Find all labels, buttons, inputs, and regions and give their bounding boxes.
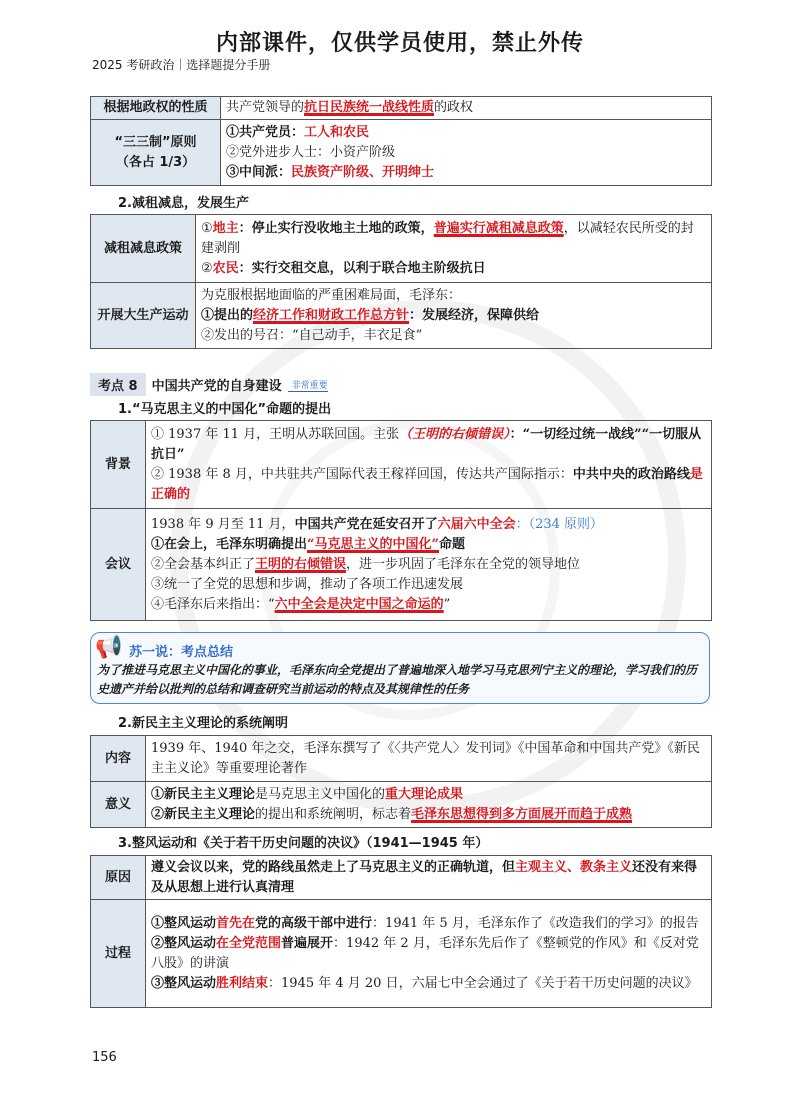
section-heading: 2.新民主主义理论的系统阐明 bbox=[118, 716, 288, 731]
summary-heading: 苏一说：考点总结 bbox=[129, 645, 234, 660]
section-heading: 1.“马克思主义的中国化”命题的提出 bbox=[118, 402, 332, 417]
page-header-subtitle: 2025 考研政治｜选择题提分手册 bbox=[92, 58, 271, 72]
table-base-regime bbox=[90, 96, 712, 186]
section-heading: 2.减租减息，发展生产 bbox=[118, 196, 249, 211]
row-label: 开展大生产运动 bbox=[91, 283, 196, 349]
table-cell: ①地主：停止实行没收地主土地的政策，普遍实行减租减息政策，以减轻农民所受的封建剥削 ②农民：实行交租交息，以利于联合地主阶级抗日 bbox=[196, 215, 712, 283]
row-label: 背景 bbox=[91, 421, 146, 509]
row-label: 过程 bbox=[91, 900, 146, 1008]
table-cell: 遵义会议以来，党的路线虽然走上了马克思主义的正确轨道，但主观主义、教条主义还没有来得及从思想上进行认真清理 bbox=[146, 856, 712, 900]
table-cell: 为克服根据地面临的严重困难局面，毛泽东： ①提出的经济工作和财政工作总方针：发展经济，保障供给 ②发出的号召：“自己动手，丰衣足食” bbox=[196, 283, 712, 349]
row-label: 减租减息政策 bbox=[91, 215, 196, 283]
row-label: 原因 bbox=[91, 856, 146, 900]
table-cell: ①共产党员：工人和农民 ②党外进步人士：小资产阶级 ③中间派：民族资产阶级、开明绅士 bbox=[221, 120, 712, 186]
row-label: “三三制”原则 （各占 1/3） bbox=[91, 120, 221, 186]
row-label: 意义 bbox=[91, 782, 146, 828]
kaodian-tag: 考点 8 bbox=[90, 373, 146, 396]
table-new-democracy bbox=[90, 735, 712, 828]
section-heading: 3.整风运动和《关于若干历史问题的决议》（1941—1945 年） bbox=[118, 836, 489, 851]
importance-badge: 非常重要 bbox=[288, 378, 328, 392]
row-label: 会议 bbox=[91, 509, 146, 621]
table-cell: 共产党领导的抗日民族统一战线性质的政权 bbox=[221, 97, 712, 120]
kaodian-heading bbox=[90, 373, 328, 396]
page-number: 156 bbox=[92, 1050, 117, 1065]
row-label: 根据地政权的性质 bbox=[91, 97, 221, 120]
table-rectification bbox=[90, 855, 712, 1008]
table-cell: ① 1937 年 11 月，王明从苏联回国。主张（王明的右倾错误）：“一切经过统一战线”“一切服从抗日” ② 1938 年 8 月，中共驻共产国际代表王稼祥回国，传达共产国际指示：中共中央的政治路线是正确的 bbox=[146, 421, 712, 509]
page-header-title: 内部课件，仅供学员使用，禁止外传 bbox=[215, 31, 584, 56]
table-cell: ①新民主主义理论是马克思主义中国化的重大理论成果 ②新民主主义理论的提出和系统阐明，标志着毛泽东思想得到多方面展开而趋于成熟 bbox=[146, 782, 712, 828]
kaodian-title: 中国共产党的自身建设 bbox=[151, 379, 282, 394]
table-sinicization bbox=[90, 420, 712, 621]
megaphone-icon: 📢 bbox=[95, 635, 123, 660]
summary-body: 为了推进马克思主义中国化的事业，毛泽东向全党提出了普遍地深入地学习马克思列宁主义的理论，学习我们的历史遗产并给以批判的总结和调查研究当前运动的特点及其规律性的任务 bbox=[97, 663, 698, 696]
table-cell: 1938 年 9 月至 11 月，中国共产党在延安召开了六届六中全会：（234 原则） ①在会上，毛泽东明确提出“马克思主义的中国化”命题 ②全会基本纠正了王明的右倾错误，进一步巩固了毛泽东在全党的领导地位 ③统一了全党的思想和步调，推动了各项工作迅速发展 ④毛泽东后来指出：“六中全会是决定中国之命运的” bbox=[146, 509, 712, 621]
summary-box bbox=[90, 632, 710, 704]
table-cell: ①整风运动首先在党的高级干部中进行：1941 年 5 月，毛泽东作了《改造我们的学习》的报告 ②整风运动在全党范围普遍展开：1942 年 2 月，毛泽东先后作了《整顿党的作风》和《反对党八股》的讲演 ③整风运动胜利结束：1945 年 4 月 20 日，六届七中全会通过了《关于若干历史问题的决议》 bbox=[146, 900, 712, 1008]
row-label: 内容 bbox=[91, 736, 146, 782]
table-rent-reduction bbox=[90, 214, 712, 349]
table-cell: 1939 年、1940 年之交，毛泽东撰写了《〈共产党人〉发刊词》《中国革命和中国共产党》《新民主主义论》等重要理论著作 bbox=[146, 736, 712, 782]
